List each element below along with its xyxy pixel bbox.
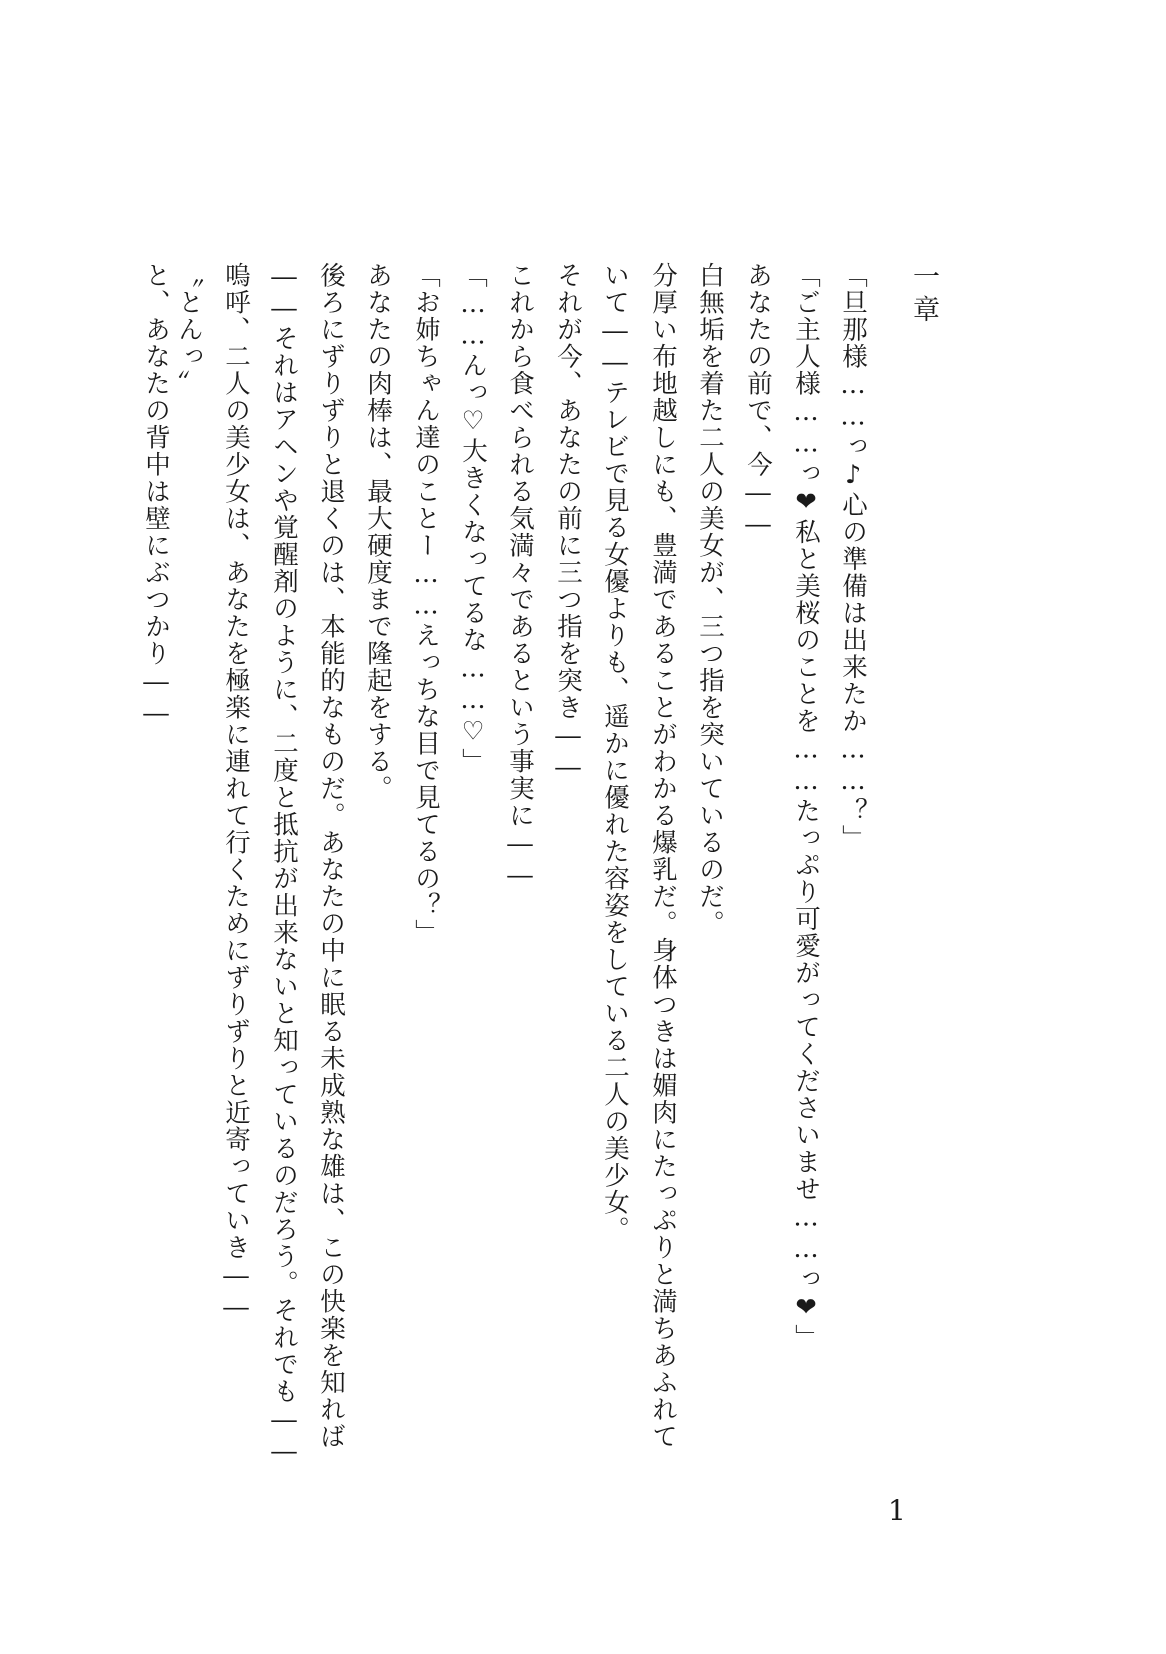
text-line: 白無垢を着た二人の美女が、三つ指を突いているのだ。 [695, 262, 725, 937]
text-line: と、あなたの背中は壁にぶつかり―― [141, 262, 171, 730]
text-line: 「……んっ♡大きくなってるな……♡」 [458, 262, 488, 775]
text-line: 「ご主人様……っ❤私と美桜のことを……たっぷり可愛がってくださいませ……っ❤」 [791, 262, 821, 1351]
text-line: これから食べられる気満々であるという事実に―― [505, 262, 535, 892]
text-line: 後ろにずりずりと退くのは、本能的なものだ。あなたの中に眠る未成熟な雄は、この快楽を知れば [316, 262, 346, 1450]
text-line: 「旦那様……っ♪心の準備は出来たか……？」 [838, 262, 868, 852]
text-line: あなたの前で、今―― [743, 262, 773, 541]
text-line: 嗚呼、二人の美少女は、あなたを極楽に連れて行くためにずりずりと近寄っていき―― [221, 262, 251, 1324]
text-line: いて――テレビで見る女優よりも、遥かに優れた容姿をしている二人の美少女。 [600, 262, 630, 1243]
text-line: あなたの肉棒は、最大硬度まで隆起をする。 [363, 262, 393, 802]
text-line: ――それはアヘンや覚醒剤のように、二度と抵抗が出来ないと知っているのだろう。それでも―― [269, 262, 299, 1468]
chapter-title: 一章 [908, 262, 939, 328]
text-line: 分厚い布地越しにも、豊満であることがわかる爆乳だ。身体つきは媚肉にたっぷりと満ちあふれて [648, 262, 678, 1450]
page-number: 1 [888, 1494, 906, 1527]
text-line: それが今、あなたの前に三つ指を突き―― [553, 262, 583, 784]
text-line: 「お姉ちゃん達のことー……えっちな目で見てるの？」 [411, 262, 441, 946]
text-line: 〝とんっ〟 [174, 262, 204, 397]
